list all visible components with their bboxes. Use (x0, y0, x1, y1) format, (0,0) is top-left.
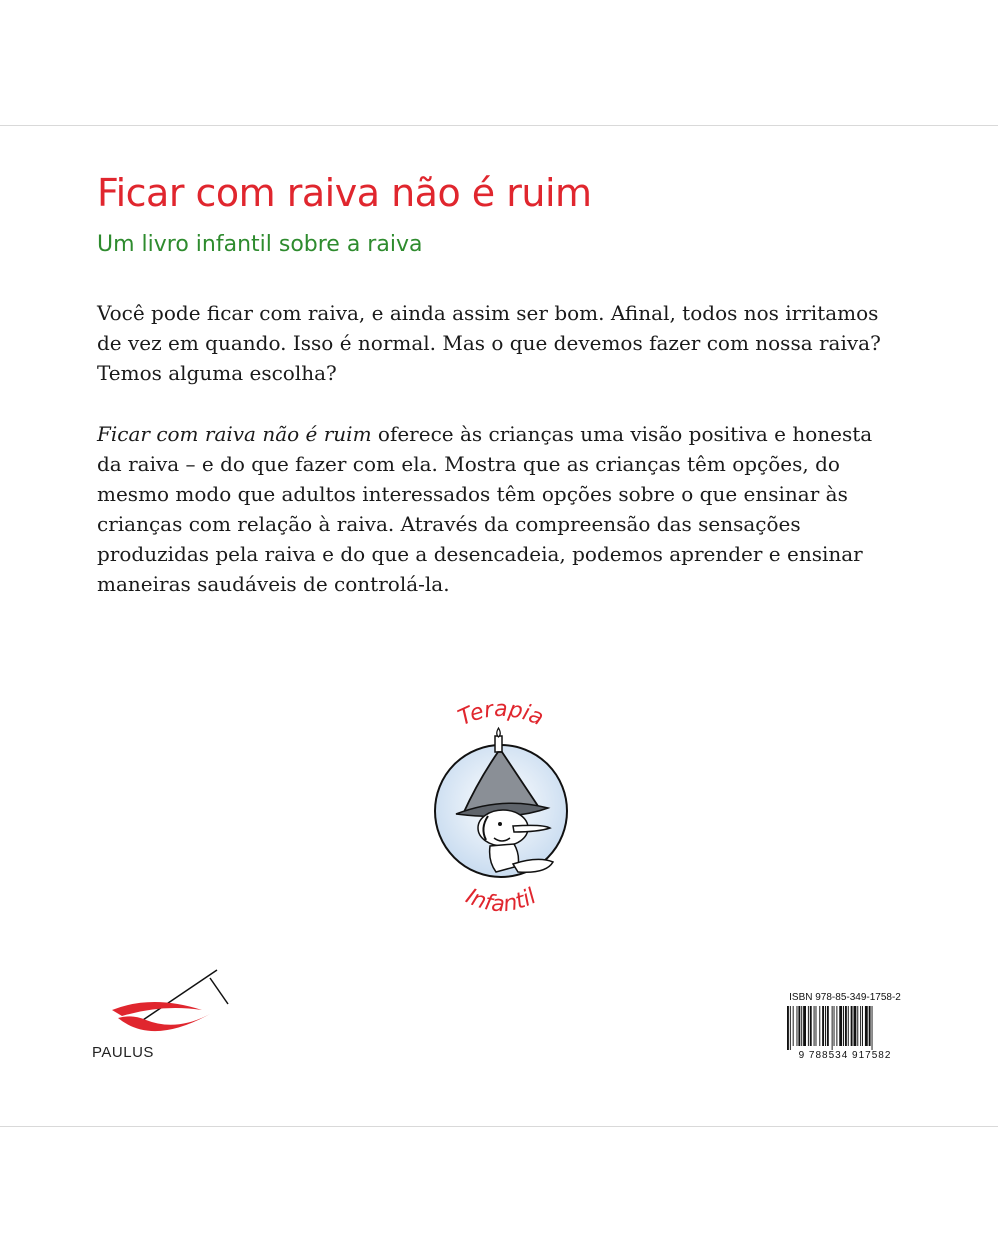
publisher-name: PAULUS (92, 1044, 154, 1061)
barcode-bar (787, 1006, 789, 1050)
series-logo (418, 696, 584, 916)
barcode-digits: 9 788534 917582 (798, 1050, 892, 1061)
series-top-word: Terapia (454, 696, 548, 732)
publisher-logo (92, 964, 232, 1064)
barcode-bar (832, 1006, 833, 1050)
barcode-bar (848, 1006, 849, 1046)
barcode-bar (834, 1006, 835, 1046)
back-cover (0, 125, 998, 1127)
isbn-label: ISBN 978-85-349-1758-2 (789, 992, 901, 1003)
barcode-bar (803, 1006, 806, 1046)
paulus-sword-logo-icon (92, 964, 232, 1044)
barcode-bar (822, 1006, 824, 1046)
barcode-bar (860, 1006, 861, 1046)
series-bottom-word: Infantil (461, 884, 541, 916)
barcode-bar (825, 1006, 826, 1046)
barcode-bar (793, 1006, 794, 1046)
book-title: Ficar com raiva não é ruim (97, 171, 592, 215)
barcode-bar (857, 1006, 858, 1046)
barcode-bar (808, 1006, 809, 1046)
barcode-bar (854, 1006, 857, 1046)
blurb (97, 298, 897, 630)
elf-with-candle-icon (418, 696, 584, 916)
barcode-bar (845, 1006, 847, 1046)
barcode-bar (810, 1006, 812, 1046)
barcode (785, 992, 905, 1064)
barcode-bar (827, 1006, 829, 1046)
barcode-bar (814, 1006, 815, 1046)
blurb-paragraph-1: Você pode ficar com raiva, e ainda assim ser bom. Afinal, todos nos irritamos de vez em quando. Isso é normal. Mas o que devemos fazer com nossa raiva? Temos alguma escolha? (97, 301, 881, 385)
blurb-paragraph-2-text: oferece às crianças uma visão positiva e honesta da raiva – e do que fazer com ela. Mostra que as crianças têm opções, do mesmo modo que adultos interessados têm opções sobre o que ensinar às crianças com relação à raiva. Através da compreensão das sensações produzidas pela raiva e do que a desencadeia, podemos aprender e ensinar maneiras saudáveis de controlá-la. (97, 422, 873, 596)
blurb-title-italic: Ficar com raiva não é ruim (97, 422, 372, 446)
barcode-bar (819, 1006, 820, 1046)
barcode-bar (869, 1006, 871, 1046)
barcode-bar (801, 1006, 802, 1046)
barcode-bar (872, 1006, 873, 1050)
barcode-bar (839, 1006, 842, 1046)
barcode-bar (862, 1006, 863, 1046)
barcode-bar (843, 1006, 844, 1046)
barcode-bar (816, 1006, 817, 1046)
barcode-bar (836, 1006, 837, 1046)
barcode-bar (790, 1006, 791, 1050)
book-subtitle: Um livro infantil sobre a raiva (97, 232, 423, 257)
barcode-bar (865, 1006, 868, 1046)
blurb-paragraph-2 (97, 419, 897, 599)
barcode-bar (851, 1006, 853, 1046)
barcode-bar (797, 1006, 798, 1046)
barcode-bar (798, 1006, 800, 1046)
barcode-bars (785, 1006, 905, 1050)
